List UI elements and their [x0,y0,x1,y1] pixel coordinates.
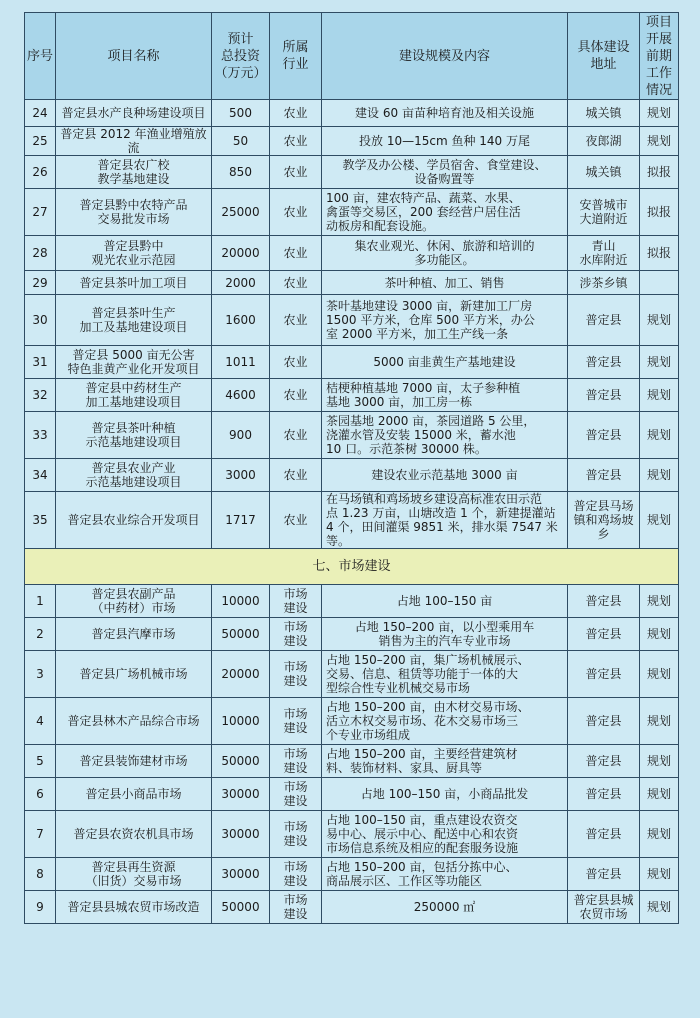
row-scope: 桔梗种植基地 7000 亩，太子参种植 基地 3000 亩，加工房一栋 [322,379,568,412]
row-location: 城关镇 [568,100,640,127]
table-row [25,379,679,412]
row-no: 3 [25,651,56,698]
row-invest: 1717 [212,492,270,549]
row-location: 普定县马场 镇和鸡场坡 乡 [568,492,640,549]
row-industry: 农业 [270,379,322,412]
row-no: 29 [25,271,56,295]
row-invest: 50000 [212,618,270,651]
row-no: 9 [25,891,56,924]
row-name: 普定县小商品市场 [56,778,212,811]
row-industry: 农业 [270,459,322,492]
row-status [640,271,679,295]
row-status: 规划 [640,858,679,891]
row-status: 规划 [640,346,679,379]
row-industry: 农业 [270,236,322,271]
row-name: 普定县茶叶种植 示范基地建设项目 [56,412,212,459]
table-row [25,698,679,745]
row-invest: 10000 [212,698,270,745]
table-row [25,295,679,346]
row-status: 规划 [640,698,679,745]
row-name: 普定县茶叶生产 加工及基地建设项目 [56,295,212,346]
table-row [25,412,679,459]
row-no: 28 [25,236,56,271]
row-location: 普定县 [568,585,640,618]
row-location: 普定县 [568,618,640,651]
row-scope: 占地 100–150 亩 [322,585,568,618]
row-name: 普定县 2012 年渔业增殖放流 [56,127,212,156]
row-name: 普定县农业产业 示范基地建设项目 [56,459,212,492]
row-location: 普定县 [568,346,640,379]
table-row [25,492,679,549]
row-status: 规划 [640,891,679,924]
row-no: 27 [25,189,56,236]
row-industry: 市场 建设 [270,891,322,924]
row-scope: 100 亩，建农特产品、蔬菜、水果、 禽蛋等交易区，200 套经营户居住活 动板房和配套设施。 [322,189,568,236]
header-no: 序号 [25,13,56,100]
row-status: 拟报 [640,156,679,189]
row-invest: 10000 [212,585,270,618]
row-no: 25 [25,127,56,156]
row-name: 普定县黔中农特产品 交易批发市场 [56,189,212,236]
row-name: 普定县汽摩市场 [56,618,212,651]
row-invest: 30000 [212,858,270,891]
row-name: 普定县水产良种场建设项目 [56,100,212,127]
row-status: 拟报 [640,236,679,271]
row-no: 30 [25,295,56,346]
row-invest: 30000 [212,778,270,811]
row-name: 普定县 5000 亩无公害 特色韭黄产业化开发项目 [56,346,212,379]
row-location: 普定县 [568,412,640,459]
row-status: 拟报 [640,189,679,236]
row-no: 6 [25,778,56,811]
row-no: 8 [25,858,56,891]
row-status: 规划 [640,459,679,492]
row-location: 夜郎湖 [568,127,640,156]
row-location: 青山 水库附近 [568,236,640,271]
header-status: 项目 开展 前期 工作 情况 [640,13,679,100]
row-industry: 农业 [270,100,322,127]
table-row [25,778,679,811]
row-location: 普定县县城 农贸市场 [568,891,640,924]
row-location: 普定县 [568,811,640,858]
row-no: 31 [25,346,56,379]
header-scope: 建设规模及内容 [322,13,568,100]
row-scope: 占地 150–200 亩，主要经营建筑材 料、装饰材料、家具、厨具等 [322,745,568,778]
table-row [25,585,679,618]
row-no: 2 [25,618,56,651]
row-scope: 250000 ㎡ [322,891,568,924]
project-table-page [24,12,678,924]
row-location: 普定县 [568,459,640,492]
row-no: 24 [25,100,56,127]
row-name: 普定县广场机械市场 [56,651,212,698]
market-rows [25,585,679,924]
row-no: 34 [25,459,56,492]
row-location: 普定县 [568,778,640,811]
row-name: 普定县茶叶加工项目 [56,271,212,295]
row-scope: 占地 150–200 亩，以小型乘用车 销售为主的汽车专业市场 [322,618,568,651]
table-row [25,891,679,924]
row-scope: 集农业观光、休闲、旅游和培训的 多功能区。 [322,236,568,271]
row-invest: 30000 [212,811,270,858]
row-scope: 占地 100–150 亩，重点建设农资交 易中心、展示中心、配送中心和农资 市场信息系统及相应的配套服务设施 [322,811,568,858]
row-name: 普定县装饰建材市场 [56,745,212,778]
row-status: 规划 [640,127,679,156]
row-location: 普定县 [568,651,640,698]
row-location: 普定县 [568,379,640,412]
row-scope: 建设农业示范基地 3000 亩 [322,459,568,492]
table-header-row [25,13,679,100]
row-industry: 市场 建设 [270,698,322,745]
row-invest: 50000 [212,745,270,778]
table-row [25,271,679,295]
table-row [25,156,679,189]
table-row [25,811,679,858]
row-name: 普定县农资农机具市场 [56,811,212,858]
agri-rows [25,100,679,549]
row-invest: 20000 [212,236,270,271]
table-row [25,346,679,379]
row-industry: 市场 建设 [270,585,322,618]
header-industry: 所属 行业 [270,13,322,100]
row-status: 规划 [640,778,679,811]
row-industry: 市场 建设 [270,811,322,858]
row-scope: 建设 60 亩苗种培育池及相关设施 [322,100,568,127]
row-no: 7 [25,811,56,858]
row-location: 安普城市 大道附近 [568,189,640,236]
row-invest: 1600 [212,295,270,346]
row-scope: 教学及办公楼、学员宿舍、食堂建设、 设备购置等 [322,156,568,189]
row-location: 城关镇 [568,156,640,189]
section-title: 七、市场建设 [25,549,679,585]
row-no: 33 [25,412,56,459]
row-no: 1 [25,585,56,618]
row-invest: 1011 [212,346,270,379]
row-industry: 农业 [270,412,322,459]
row-invest: 2000 [212,271,270,295]
row-scope: 茶叶基地建设 3000 亩，新建加工厂房 1500 平方米，仓库 500 平方米，办公 室 2000 平方米，加工生产线一条 [322,295,568,346]
row-invest: 25000 [212,189,270,236]
row-location: 普定县 [568,745,640,778]
table-row [25,189,679,236]
row-location: 普定县 [568,698,640,745]
row-industry: 市场 建设 [270,858,322,891]
row-no: 5 [25,745,56,778]
row-industry: 农业 [270,271,322,295]
table-row [25,236,679,271]
header-name: 项目名称 [56,13,212,100]
row-status: 规划 [640,379,679,412]
row-name: 普定县林木产品综合市场 [56,698,212,745]
row-status: 规划 [640,811,679,858]
row-scope: 茶园基地 2000 亩，茶园道路 5 公里， 浇灌水管及安装 15000 米，蓄水池 10 口。示范茶树 30000 株。 [322,412,568,459]
row-name: 普定县中药材生产 加工基地建设项目 [56,379,212,412]
row-name: 普定县黔中 观光农业示范园 [56,236,212,271]
project-table [24,12,679,924]
row-industry: 农业 [270,346,322,379]
row-location: 涉茶乡镇 [568,271,640,295]
section-body [25,549,679,585]
table-row [25,858,679,891]
row-status: 规划 [640,100,679,127]
table-row [25,459,679,492]
row-invest: 900 [212,412,270,459]
row-industry: 农业 [270,156,322,189]
row-invest: 850 [212,156,270,189]
row-industry: 市场 建设 [270,745,322,778]
row-status: 规划 [640,492,679,549]
row-scope: 茶叶种植、加工、销售 [322,271,568,295]
row-scope: 在马场镇和鸡场坡乡建设高标准农田示范 点 1.23 万亩，山塘改造 1 个，新建提灌站 4 个，田间灌渠 9851 米，排水渠 7547 米等。 [322,492,568,549]
row-scope: 占地 150–200 亩，由木材交易市场、 活立木权交易市场、花木交易市场三 个专业市场组成 [322,698,568,745]
row-status: 规划 [640,585,679,618]
header-location: 具体建设 地址 [568,13,640,100]
row-name: 普定县农广校 教学基地建设 [56,156,212,189]
row-location: 普定县 [568,295,640,346]
row-status: 规划 [640,745,679,778]
row-invest: 50000 [212,891,270,924]
header-invest: 预计 总投资 （万元） [212,13,270,100]
table-row [25,127,679,156]
row-status: 规划 [640,412,679,459]
row-no: 35 [25,492,56,549]
row-scope: 占地 150–200 亩，包括分拣中心、 商品展示区、工作区等功能区 [322,858,568,891]
row-invest: 3000 [212,459,270,492]
row-no: 4 [25,698,56,745]
row-status: 规划 [640,618,679,651]
row-industry: 农业 [270,295,322,346]
row-industry: 农业 [270,492,322,549]
row-no: 26 [25,156,56,189]
row-status: 规划 [640,651,679,698]
row-invest: 500 [212,100,270,127]
row-invest: 4600 [212,379,270,412]
row-location: 普定县 [568,858,640,891]
row-industry: 市场 建设 [270,651,322,698]
row-no: 32 [25,379,56,412]
table-row [25,618,679,651]
row-industry: 农业 [270,189,322,236]
section-row [25,549,679,585]
row-scope: 5000 亩韭黄生产基地建设 [322,346,568,379]
table-row [25,651,679,698]
row-scope: 占地 100–150 亩，小商品批发 [322,778,568,811]
row-industry: 市场 建设 [270,778,322,811]
row-name: 普定县再生资源 （旧货）交易市场 [56,858,212,891]
row-name: 普定县县城农贸市场改造 [56,891,212,924]
row-scope: 投放 10—15cm 鱼种 140 万尾 [322,127,568,156]
table-row [25,745,679,778]
row-scope: 占地 150–200 亩，集广场机械展示、 交易、信息、租赁等功能于一体的大 型综合性专业机械交易市场 [322,651,568,698]
row-industry: 市场 建设 [270,618,322,651]
row-name: 普定县农业综合开发项目 [56,492,212,549]
row-status: 规划 [640,295,679,346]
row-invest: 50 [212,127,270,156]
row-industry: 农业 [270,127,322,156]
table-row [25,100,679,127]
row-name: 普定县农副产品 （中药材）市场 [56,585,212,618]
row-invest: 20000 [212,651,270,698]
